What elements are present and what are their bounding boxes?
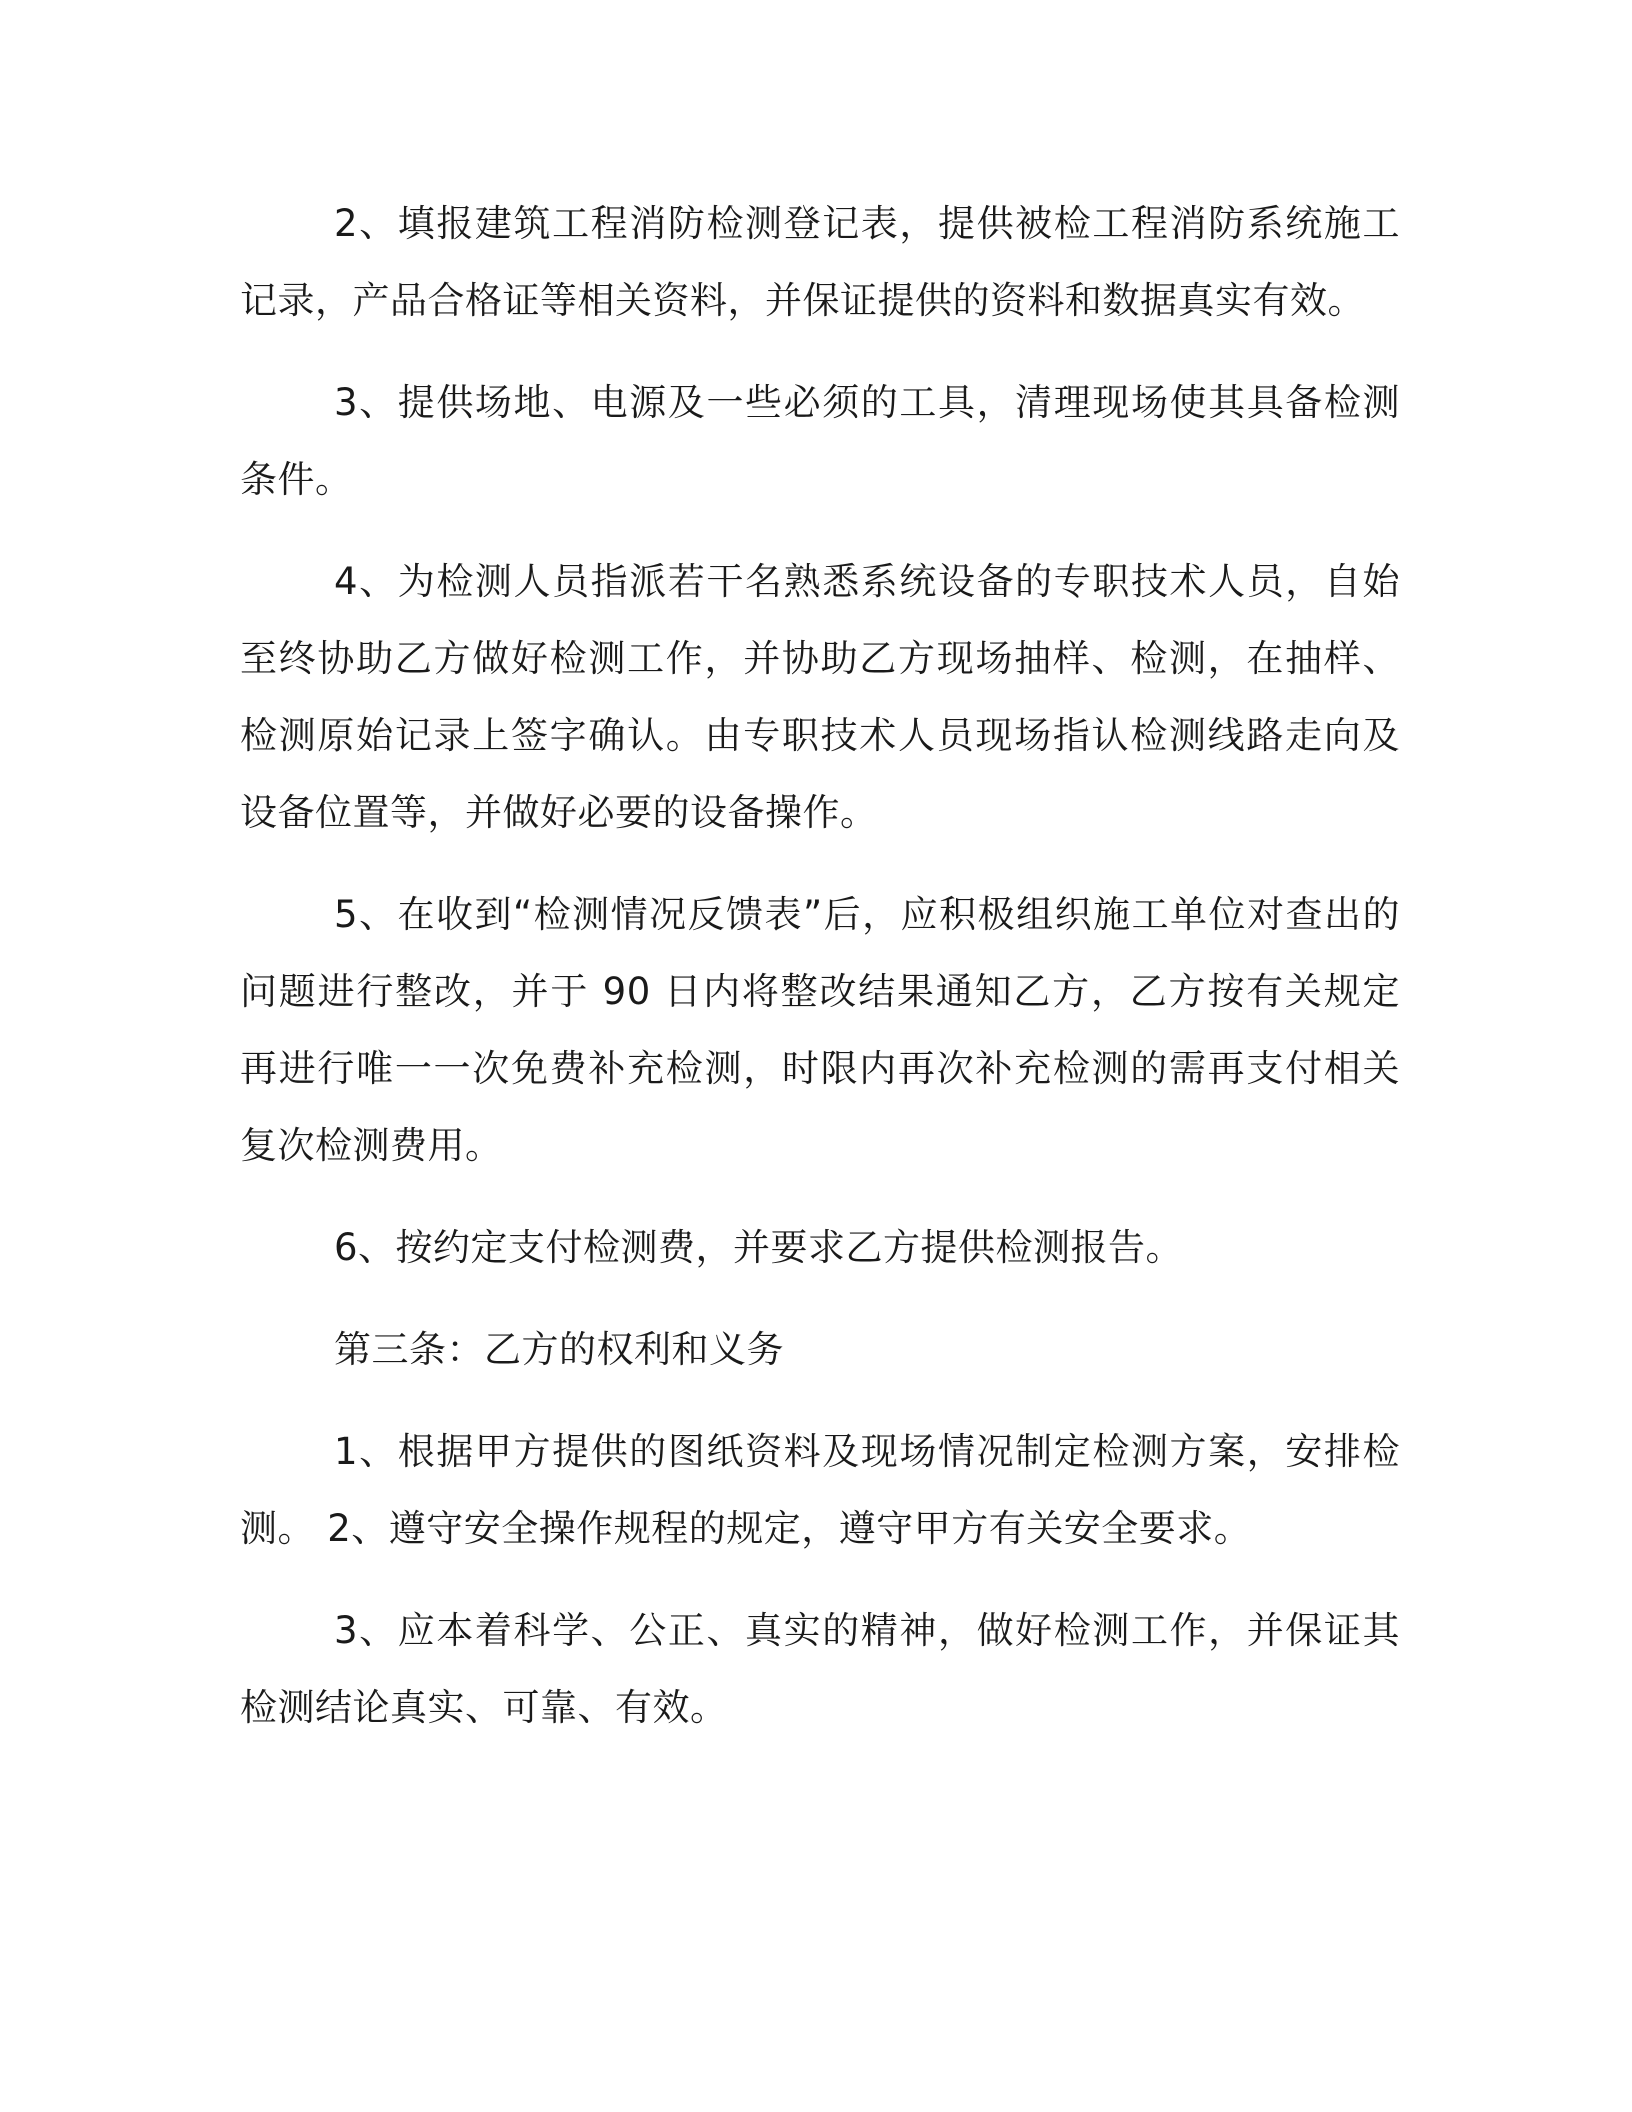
paragraph-item-3: 3、提供场地、电源及一些必须的工具，清理现场使其具备检测条件。	[240, 381, 1400, 501]
document-body	[240, 185, 1400, 1771]
section-heading-article-3: 第三条：乙方的权利和义务	[334, 1328, 784, 1371]
paragraph-item-5: 5、在收到“检测情况反馈表”后，应积极组织施工单位对查出的问题进行整改，并于 90 日内将整改结果通知乙方，乙方按有关规定再进行唯一一次免费补充检测，时限内再次补充检测的需再支付相关复次检测费用。	[240, 893, 1400, 1167]
paragraph-item-6: 6、按约定支付检测费，并要求乙方提供检测报告。	[334, 1226, 1184, 1269]
paragraph-item-4: 4、为检测人员指派若干名熟悉系统设备的专职技术人员，自始至终协助乙方做好检测工作，并协助乙方现场抽样、检测，在抽样、检测原始记录上签字确认。由专职技术人员现场指认检测线路走向及设备位置等，并做好必要的设备操作。	[240, 560, 1400, 834]
paragraph-party-b-3: 3、应本着科学、公正、真实的精神，做好检测工作，并保证其检测结论真实、可靠、有效。	[240, 1609, 1400, 1729]
paragraph-item-2: 2、填报建筑工程消防检测登记表，提供被检工程消防系统施工记录，产品合格证等相关资料，并保证提供的资料和数据真实有效。	[240, 202, 1400, 322]
paragraph-party-b-1-2: 1、根据甲方提供的图纸资料及现场情况制定检测方案，安排检测。 2、遵守安全操作规程的规定，遵守甲方有关安全要求。	[240, 1430, 1400, 1550]
